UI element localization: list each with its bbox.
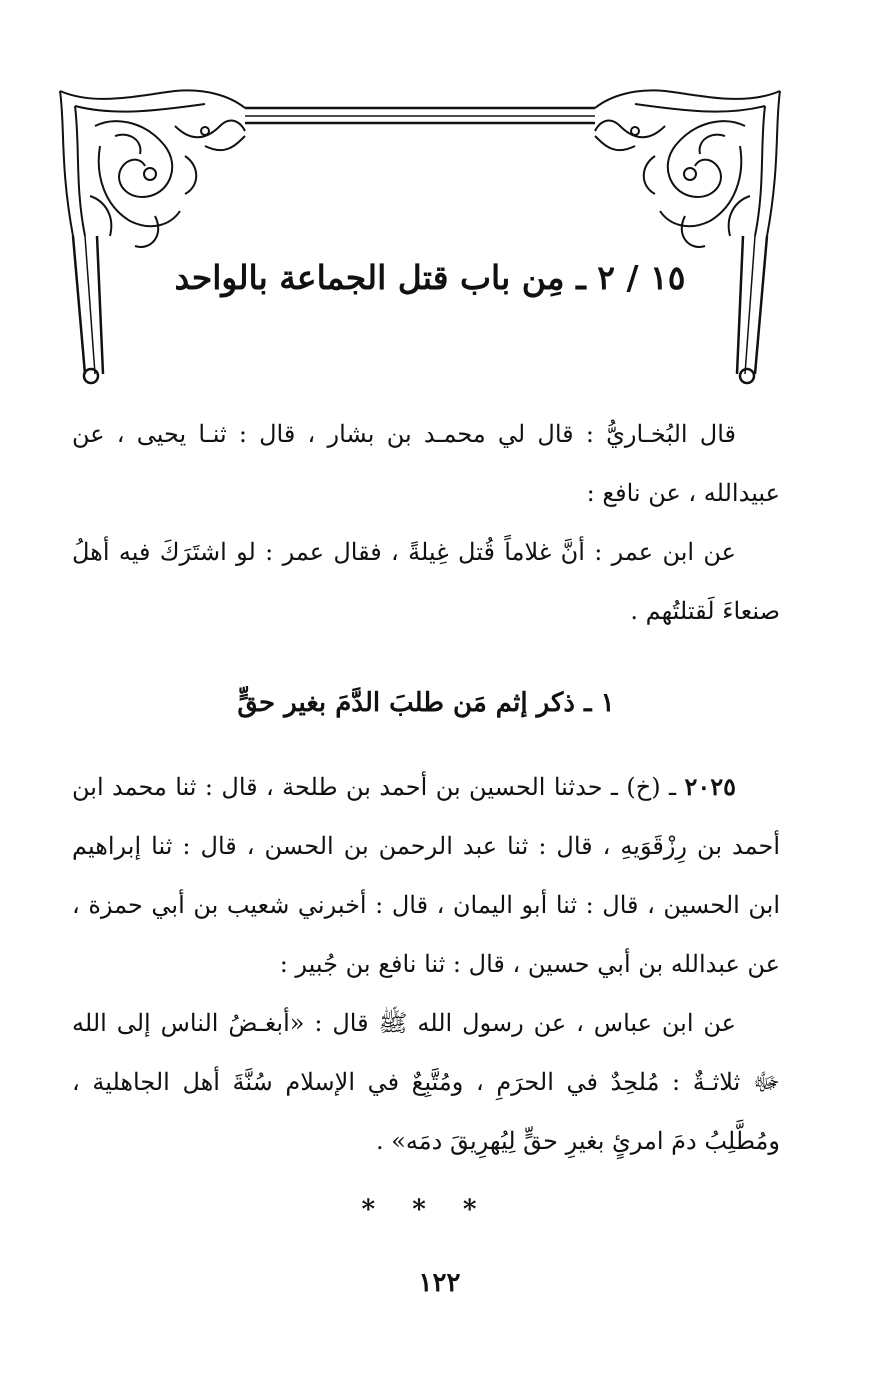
chapter-heading: مِن باب قتل الجماعة بالواحد — [174, 258, 565, 297]
hadith-isnad-paragraph — [72, 757, 780, 994]
section-separator: * * * — [361, 1195, 491, 1225]
chapter-number: ١٥ / ٢ ـ — [576, 258, 686, 297]
intro-matn: عن ابن عمر : أنَّ غلاماً قُتل غِيلةً ، فقال عمر : لو اشتَرَكَ فيه أهلُ صنعاءَ لَقتلتُهم . — [72, 538, 780, 625]
page-number: ١٢٢ — [418, 1268, 461, 1298]
hadith-isnad: ـ (خ) ـ حدثنا الحسين بن أحمد بن طلحة ، قال : ثنا محمد ابن أحمد بن رِزْقَوَيهِ ، قال : ثنا عبد الرحمن بن الحسن ، قال : ثنا إبراهيم ابن الحسين ، قال : ثنا أبو اليمان ، قال : أخبرني شعيب بن أبي حمزة ، عن عبدالله بن أبي حسين ، قال : ثنا نافع بن جُبير : — [72, 773, 780, 978]
chapter-title — [120, 252, 740, 304]
ornamental-header-frame-icon — [55, 86, 785, 386]
hadith-number: ٢٠٢٥ — [684, 772, 736, 801]
hadith-matn: عن ابن عباس ، عن رسول الله ﷺ قال : «أبغـضُ الناس إلى الله ﷻ ثلاثـةٌ : مُلحِدٌ في الحرَمِ ، ومُتَّبِعٌ في الإسلام سُنَّةَ أهل الجاهلية ، ومُطَّلِبُ دمَ امرئٍ بغيرِ حقٍّ لِيُهرِيقَ دمَه» . — [72, 1009, 780, 1155]
intro-isnad: قال البُخـاريُّ : قال لي محمـد بن بشار ، قال : ثنـا يحيى ، عن عبيدالله ، عن نافع : — [72, 420, 780, 507]
page-body — [72, 405, 780, 1235]
section-title: ١ ـ ذكر إثم مَن طلبَ الدَّمَ بغير حقٍّ — [237, 688, 615, 718]
